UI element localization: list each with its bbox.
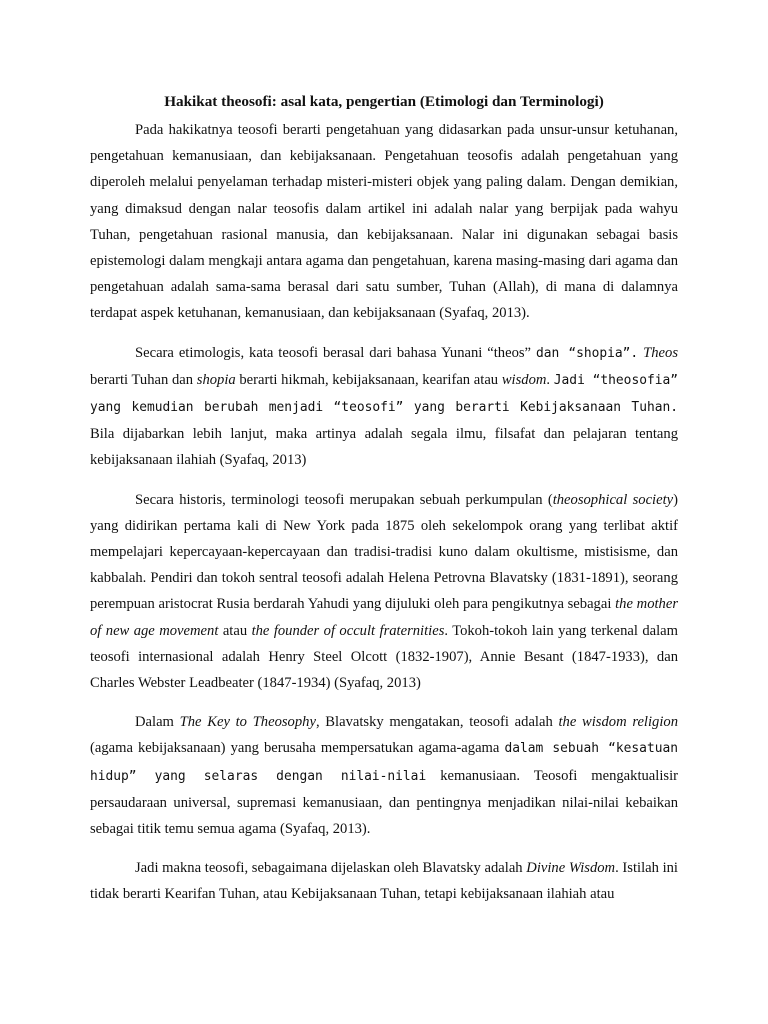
paragraph: [90, 709, 678, 842]
body-text: Dalam: [135, 714, 180, 731]
document-body: [90, 117, 678, 908]
italic-text: wisdom: [501, 371, 547, 388]
italic-text: the mother of new age movement: [90, 596, 678, 639]
body-text: Jadi makna teosofi, sebagaimana dijelaskan oleh Blavatsky adalah: [135, 860, 527, 877]
italic-text: Divine Wisdom: [526, 860, 616, 877]
body-text: .: [546, 371, 554, 388]
body-text: . Istilah ini tidak berarti Kearifan Tuhan, atau Kebijaksanaan Tuhan, tetapi kebijaksanaan ilahiah atau: [90, 860, 678, 903]
body-text: Jadi “theosofia” yang kemudian berubah menjadi “teosofi” yang berarti Kebijaksanaan Tuhan.: [90, 372, 679, 416]
body-text: Secara etimologis, kata teosofi berasal dari bahasa Yunani “theos”: [135, 344, 536, 361]
paragraph: [90, 340, 678, 474]
document-title: Hakikat theosofi: asal kata, pengertian (Etimologi dan Terminologi): [164, 93, 604, 110]
body-text: (agama kebijaksanaan) yang berusaha mempersatukan agama-agama: [90, 740, 505, 757]
body-text: dalam sebuah “kesatuan hidup” yang selaras dengan nilai-nilai: [90, 741, 678, 784]
body-text: dan “shopia”.: [535, 345, 639, 361]
paragraph: [90, 855, 678, 907]
paragraph: [90, 487, 678, 697]
paragraph: [90, 117, 678, 327]
italic-text: Theos: [638, 344, 679, 361]
body-text: Pada hakikatnya teosofi berarti pengetahuan yang didasarkan pada unsur-unsur ketuhanan, pengetahuan kemanusiaan, dan kebijaksanaan. Pengetahuan teosofis adalah pengetahuan yang diperoleh melalui penyelaman terhadap misteri-misteri objek yang paling dalam. Dengan demikian, yang dimaksud dengan nalar teosofis dalam artikel ini adalah nalar yang berpijak pada wahyu Tuhan, pengetahuan rasional manusia, dan kebijaksanaan. Nalar ini digunakan sebagai basis epistemologi dalam mengkaji antara agama dan pengetahuan, karena masing-masing dari agama dan pengetahuan adalah sama-sama berasal dari satu sumber, Tuhan (Allah), di mana di dalamnya terdapat aspek ketuhanan, kemanusiaan, dan kebijaksanaan (Syafaq, 2013).: [90, 122, 678, 322]
body-text: Secara historis, terminologi teosofi merupakan sebuah perkumpulan (: [135, 491, 553, 508]
body-text: atau: [218, 622, 252, 639]
italic-text: the wisdom religion: [558, 714, 678, 731]
italic-text: theosophical society: [552, 491, 674, 508]
body-text: berarti hikmah, kebijaksanaan, kearifan atau: [235, 371, 502, 388]
body-text: berarti Tuhan dan: [90, 371, 197, 388]
document-page: [90, 92, 678, 921]
body-text: kemanusiaan. Teosofi mengaktualisir persaudaraan universal, supremasi kemanusiaan, dan pentingnya menjadikan nilai-nilai kebaikan sebagai titik temu semua agama (Syafaq, 2013).: [90, 767, 678, 838]
body-text: . Tokoh-tokoh lain yang terkenal dalam teosofi internasional adalah Henry Steel Olcott (1832-1907), Annie Besant (1847-1933), dan Charles Webster Leadbeater (1847-1934) (Syafaq, 2013): [90, 622, 678, 692]
italic-text: shopia: [196, 371, 236, 388]
italic-text: The Key to Theosophy: [179, 714, 316, 731]
italic-text: the founder of occult fraternities: [251, 622, 445, 639]
body-text: ) yang didirikan pertama kali di New York pada 1875 oleh sekelompok orang yang terlibat aktif mempelajari kepercayaan-kepercayaan dan tradisi-tradisi kuno dalam okultisme, mistisisme, dan kabbalah. Pendiri dan tokoh sentral teosofi adalah Helena Petrovna Blavatsky (1831-1891), seorang perempuan aristocrat Rusia berdarah Yahudi yang dijuluki oleh para pengikutnya sebagai: [90, 491, 678, 613]
body-text: , Blavatsky mengatakan, teosofi adalah: [315, 714, 559, 731]
body-text: Bila dijabarkan lebih lanjut, maka artinya adalah segala ilmu, filsafat dan pelajaran tentang kebijaksanaan ilahiah (Syafaq, 2013): [90, 426, 678, 469]
